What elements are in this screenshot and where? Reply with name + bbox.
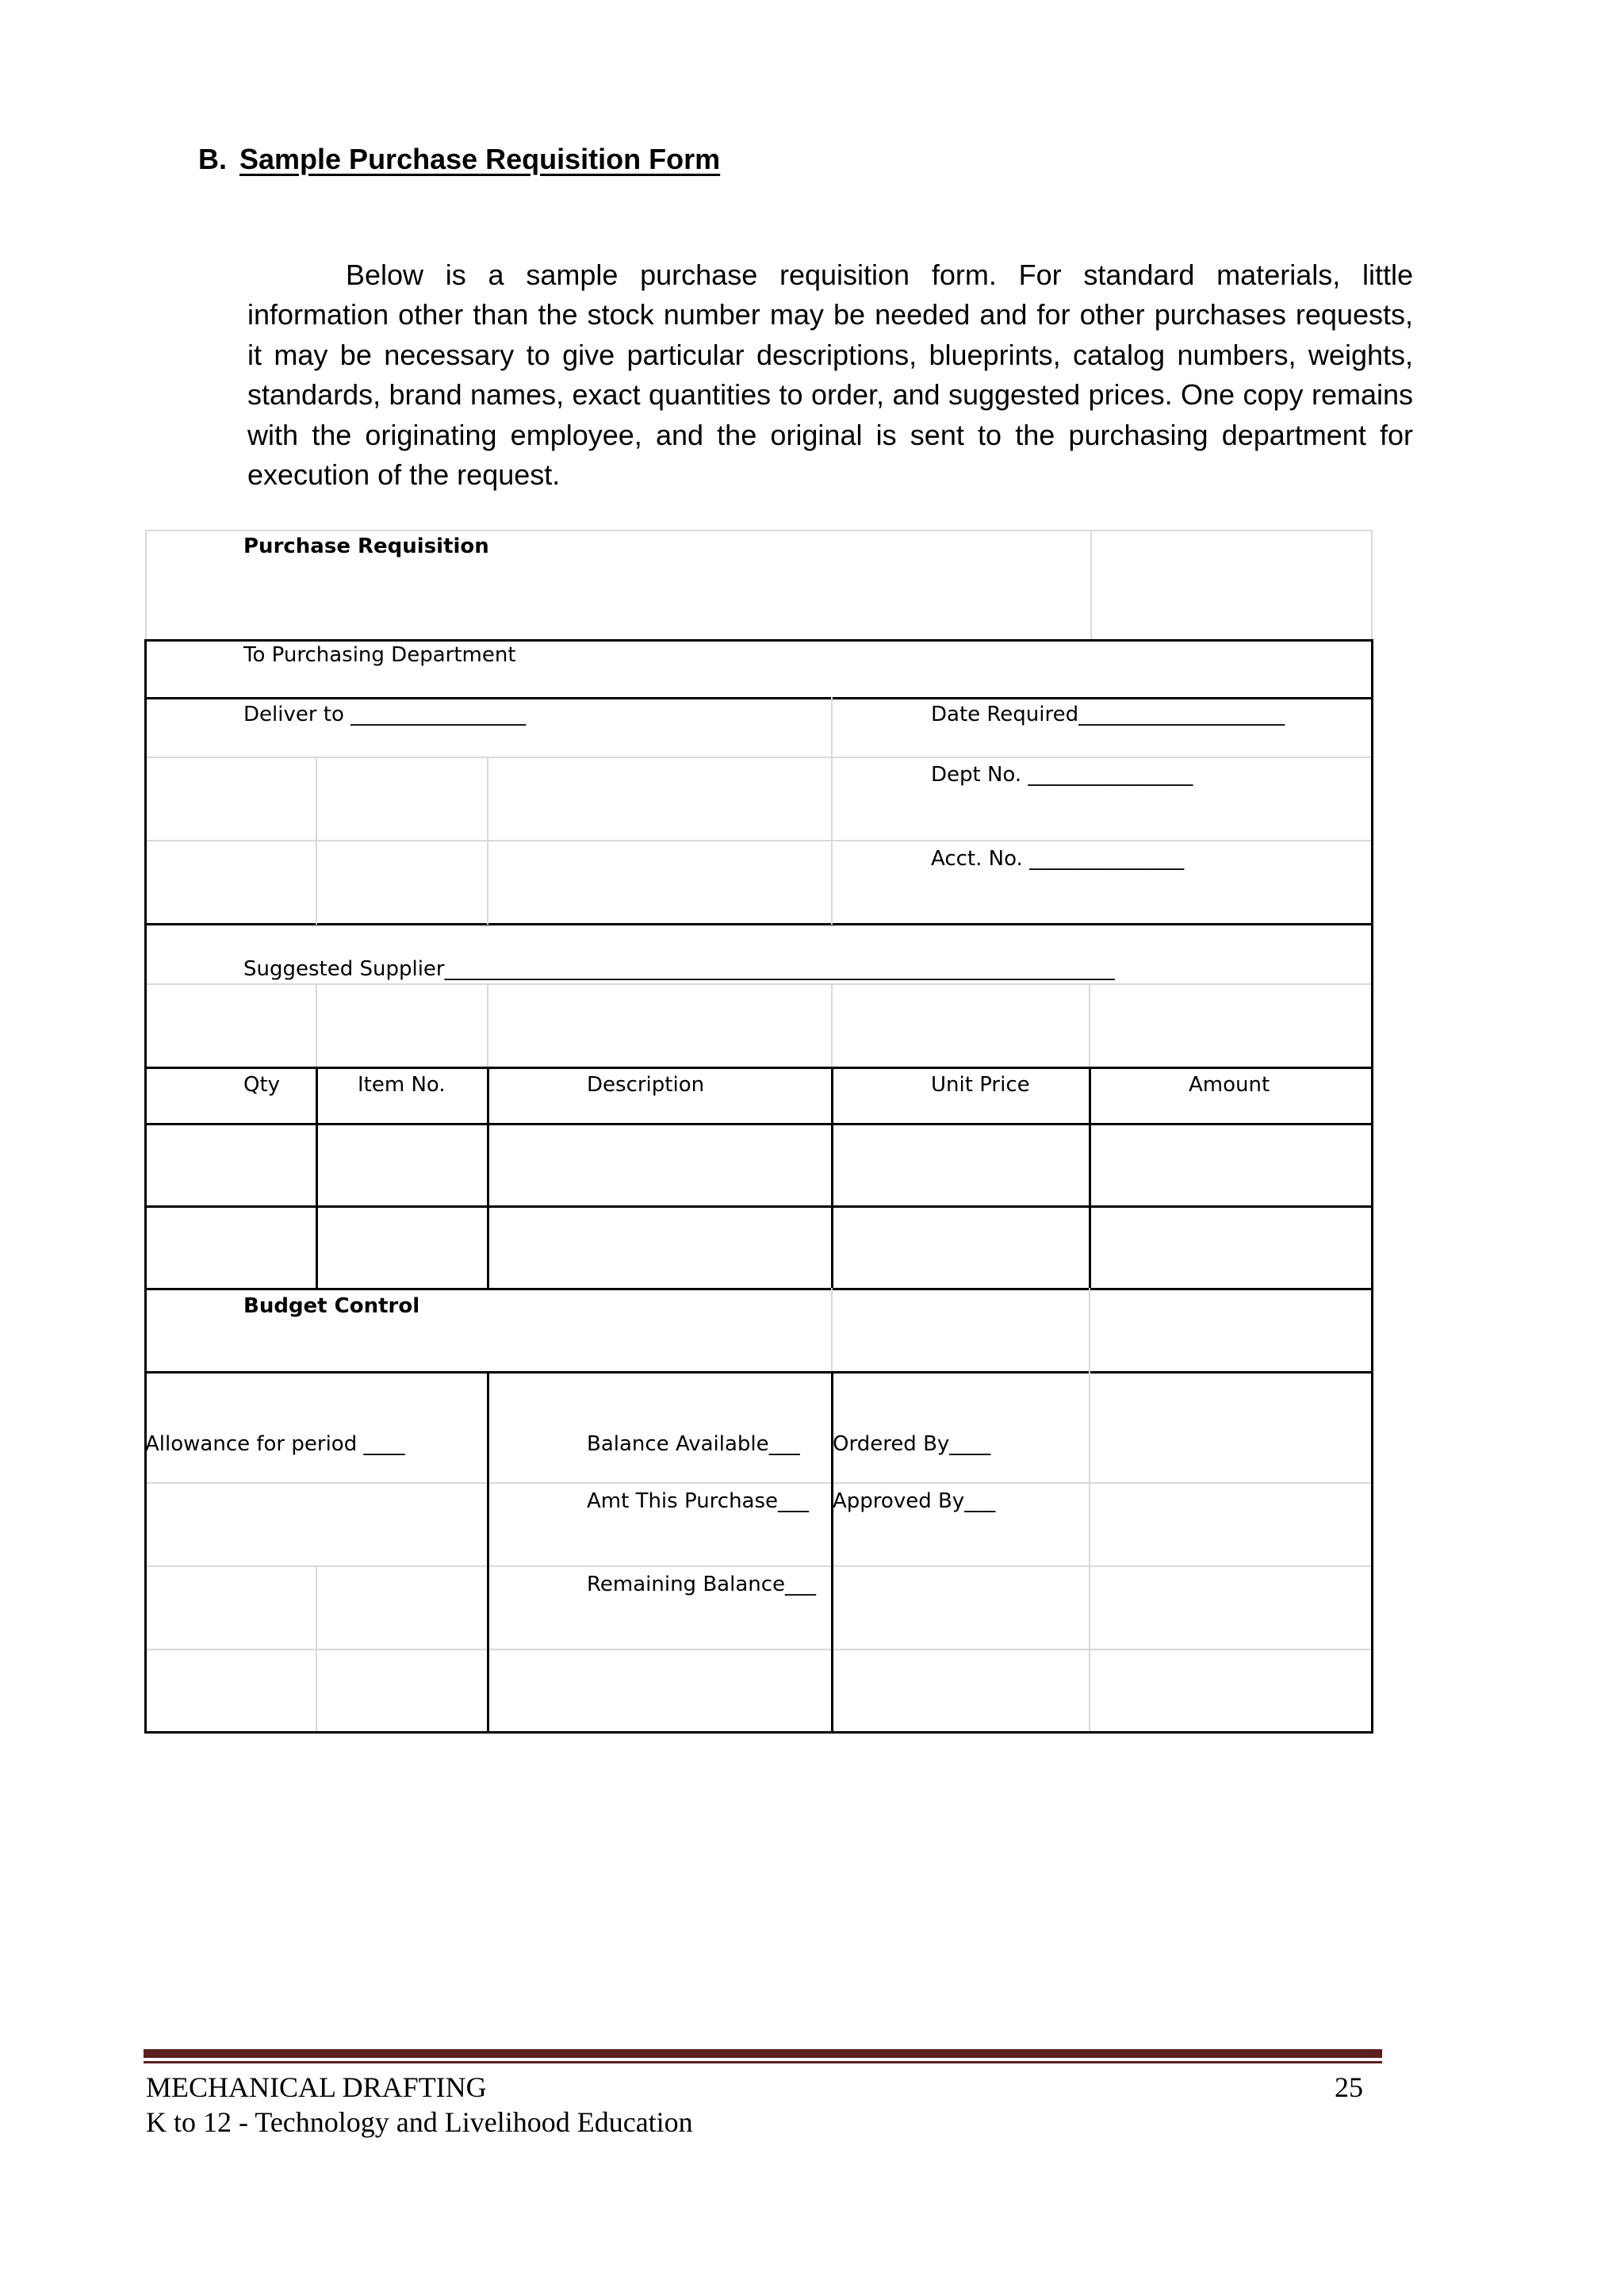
col-unit-price: Unit Price [931,1073,1030,1097]
form-top-border [145,530,1373,531]
balance-available-field: Balance Available___ [587,1432,800,1456]
form-bottom-border [145,1731,1373,1734]
section-letter: B. [198,143,227,175]
rule-budget-4 [145,1649,1373,1650]
divider-bud-low [316,1565,317,1731]
divider-sup-3 [831,983,833,1068]
divider-dept-2 [487,757,488,925]
allowance-field: Allowance for period ____ [145,1432,405,1456]
ordered-by-field: Ordered By____ [833,1432,991,1456]
intro-text: Below is a sample purchase requisition form. For standard materials, little information other than the stock number may be needed and for other purchases requests, it may be necessary to give particular descriptions, blueprints, catalog numbers, weights, standards, brand names, exact quantities to order, and suggested prices. One copy remains with the originating employee, and the original is sent to the purchasing department for execution of the request. [247,259,1413,492]
to-purchasing-label: To Purchasing Department [243,643,516,667]
page-number: 25 [1335,2071,1363,2103]
rule-budget-3 [145,1565,1373,1567]
divider-sup-1 [316,983,317,1068]
rule-columns-top [145,1067,1373,1069]
dept-no-field: Dept No. ________________ [931,763,1193,787]
rule-budget-2 [145,1482,1373,1484]
section-title: Sample Purchase Requisition Form [239,143,721,175]
acct-no-field: Acct. No. _______________ [931,847,1185,871]
form-title: Purchase Requisition [243,534,489,558]
form-left-border [144,639,147,1734]
rule-row-2 [145,1288,1373,1290]
form-left-border-top [145,530,147,641]
footer-rule-thick [144,2049,1382,2058]
divider-deliver [831,697,833,758]
divider-budget-2 [1089,1288,1090,1373]
footer-program: K to 12 - Technology and Livelihood Education [146,2106,693,2138]
divider-budget-1 [831,1288,833,1373]
divider-dept-1 [316,757,317,925]
divider-col-3 [831,1067,833,1290]
divider-col-4 [1089,1067,1091,1290]
divider-bud-mid [487,1371,489,1734]
divider-col-2 [487,1067,489,1290]
footer-course: MECHANICAL DRAFTING [146,2071,487,2103]
rule-to [145,639,1373,642]
col-description: Description [587,1073,705,1097]
rule-supplier [145,923,1373,925]
divider-bud-far [1089,1371,1090,1731]
deliver-to-field: Deliver to _________________ [243,703,527,726]
rule-supplier-bottom [145,983,1373,985]
suggested-supplier-field: Suggested Supplier_________________________________________________________________ [243,957,1115,981]
divider-col-1 [316,1067,318,1290]
col-amount: Amount [1189,1073,1270,1097]
divider-sup-2 [487,983,488,1068]
col-qty: Qty [243,1073,281,1097]
rule-columns-bottom [145,1123,1373,1125]
form-right-border-top [1371,530,1373,641]
amt-this-purchase-field: Amt This Purchase___ [587,1489,810,1513]
rule-deliver [145,697,1373,699]
form-right-border [1371,639,1373,1734]
date-required-field: Date Required____________________ [931,703,1285,726]
divider-dept-3 [831,757,833,925]
section-heading [198,143,720,176]
rule-dept [145,757,1373,758]
rule-budget [145,1371,1373,1374]
rule-acct [145,840,1373,841]
col-item-no: Item No. [358,1073,446,1097]
intro-paragraph [247,255,1413,495]
divider-bud-right [831,1371,833,1734]
budget-control-label: Budget Control [243,1294,420,1318]
rule-row-1 [145,1205,1373,1208]
divider-sup-4 [1089,983,1090,1068]
form-title-divider [1090,530,1092,641]
footer-rule-thin [144,2061,1382,2063]
approved-by-field: Approved By___ [833,1489,996,1513]
remaining-balance-field: Remaining Balance___ [587,1573,817,1596]
